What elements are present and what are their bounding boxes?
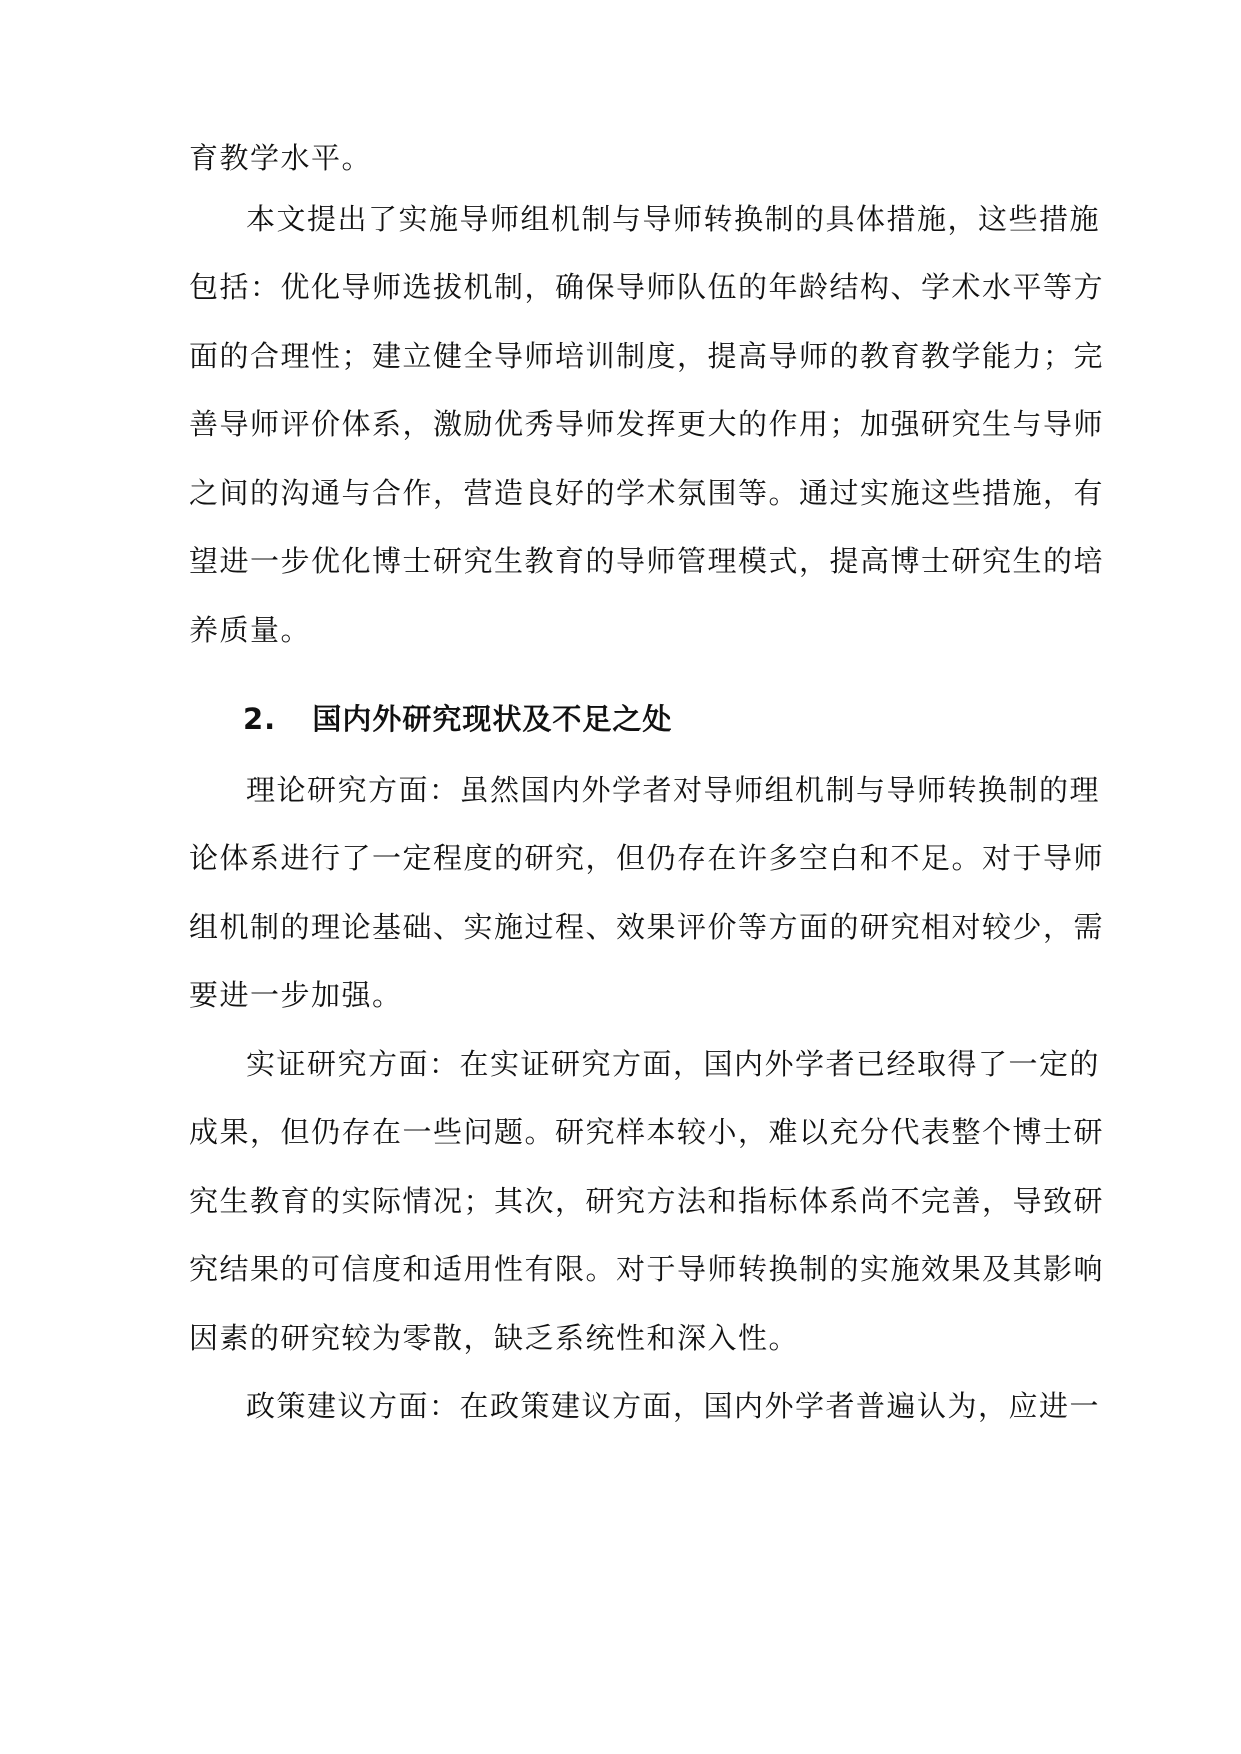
section-number: 2.	[243, 702, 277, 736]
paragraph-line: 善导师评价体系，激励优秀导师发挥更大的作用；加强研究生与导师	[189, 407, 1105, 441]
paragraph-line: 要进一步加强。	[189, 978, 403, 1012]
paragraph-line: 政策建议方面：在政策建议方面，国内外学者普遍认为，应进一	[246, 1389, 1101, 1423]
paragraph-line: 因素的研究较为零散，缺乏系统性和深入性。	[189, 1321, 800, 1355]
paragraph-line: 实证研究方面：在实证研究方面，国内外学者已经取得了一定的	[246, 1047, 1101, 1081]
paragraph-line: 望进一步优化博士研究生教育的导师管理模式，提高博士研究生的培	[189, 544, 1105, 578]
paragraph-line: 论体系进行了一定程度的研究，但仍存在许多空白和不足。对于导师	[189, 841, 1105, 875]
paragraph-line: 究生教育的实际情况；其次，研究方法和指标体系尚不完善，导致研	[189, 1184, 1105, 1218]
paragraph-line: 育教学水平。	[189, 141, 373, 175]
section-heading	[243, 699, 672, 739]
paragraph-line: 养质量。	[189, 613, 312, 647]
paragraph-line: 组机制的理论基础、实施过程、效果评价等方面的研究相对较少，需	[189, 910, 1105, 944]
paragraph-line: 究结果的可信度和适用性有限。对于导师转换制的实施效果及其影响	[189, 1252, 1105, 1286]
paragraph-line: 包括：优化导师选拔机制，确保导师队伍的年龄结构、学术水平等方	[189, 270, 1105, 304]
paragraph-line: 成果，但仍存在一些问题。研究样本较小，难以充分代表整个博士研	[189, 1115, 1105, 1149]
paragraph-line: 面的合理性；建立健全导师培训制度，提高导师的教育教学能力；完	[189, 339, 1105, 373]
section-title: 国内外研究现状及不足之处	[312, 702, 673, 736]
paragraph-line: 之间的沟通与合作，营造良好的学术氛围等。通过实施这些措施，有	[189, 476, 1105, 510]
paragraph-line: 本文提出了实施导师组机制与导师转换制的具体措施，这些措施	[246, 202, 1101, 236]
paragraph-line: 理论研究方面：虽然国内外学者对导师组机制与导师转换制的理	[246, 773, 1101, 807]
